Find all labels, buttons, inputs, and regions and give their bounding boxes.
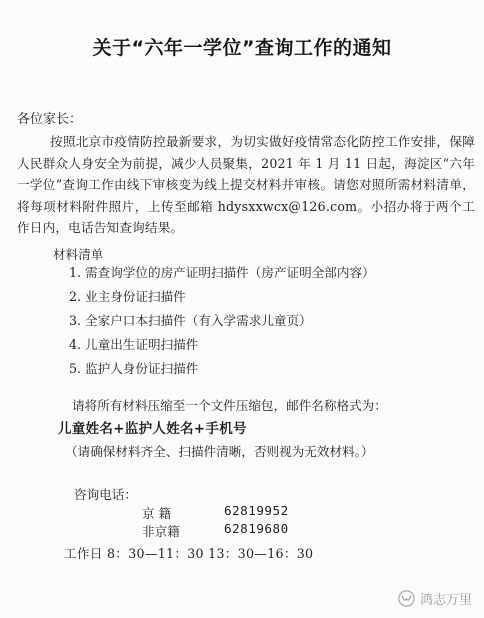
email-note: （请确保材料齐全、扫描件清晰，否则视为无效材料。） [65, 444, 374, 459]
wechat-channel-logo-icon [398, 590, 415, 607]
materials-item: 5. 监护人身份证扫描件 [69, 361, 199, 376]
contact-phone: 62819680 [224, 521, 289, 536]
materials-heading: 材料清单 [53, 247, 104, 262]
email-subject-format: 儿童姓名+监护人姓名+手机号 [58, 421, 247, 437]
materials-item: 3. 全家户口本扫描件（有入学需求儿童页） [69, 313, 312, 328]
salutation: 各位家长： [17, 112, 83, 127]
contact-phone: 62819952 [224, 503, 289, 518]
materials-item: 1. 需查询学位的房产证明扫描件（房产证明全部内容） [69, 265, 375, 280]
notice-title: 关于“六年一学位”查询工作的通知 [92, 37, 392, 59]
compress-instruction: 请将所有材料压缩至一个文件压缩包，邮件名称格式为： [72, 398, 387, 413]
working-hours: 工作日 8：30—11：30 13：30—16：30 [64, 546, 314, 561]
watermark [398, 589, 472, 608]
materials-item: 2. 业主身份证扫描件 [69, 289, 186, 304]
contact-label: 咨询电话： [74, 487, 137, 502]
contact-name: 京 籍 [142, 506, 172, 521]
materials-item: 4. 儿童出生证明扫描件 [69, 337, 199, 352]
contact-name: 非京籍 [142, 524, 180, 539]
notice-body: 按照北京市疫情防控最新要求，为切实做好疫情常态化防控工作安排，保障人民群众人身安全为前提，减少人员聚集，2021 年 1 月 11 日起，海淀区“六年一学位”查询工作由线下审核变为线上提交材料并审核。请您对照所需材料清单，将每项材料附件照片，上传至邮箱 hdysxxwcx@126.com。小招办将于两个工作日内，电话告知查询结果。 [17, 134, 475, 235]
materials-list [69, 263, 375, 383]
watermark-text: 鸿志万里 [419, 593, 472, 608]
